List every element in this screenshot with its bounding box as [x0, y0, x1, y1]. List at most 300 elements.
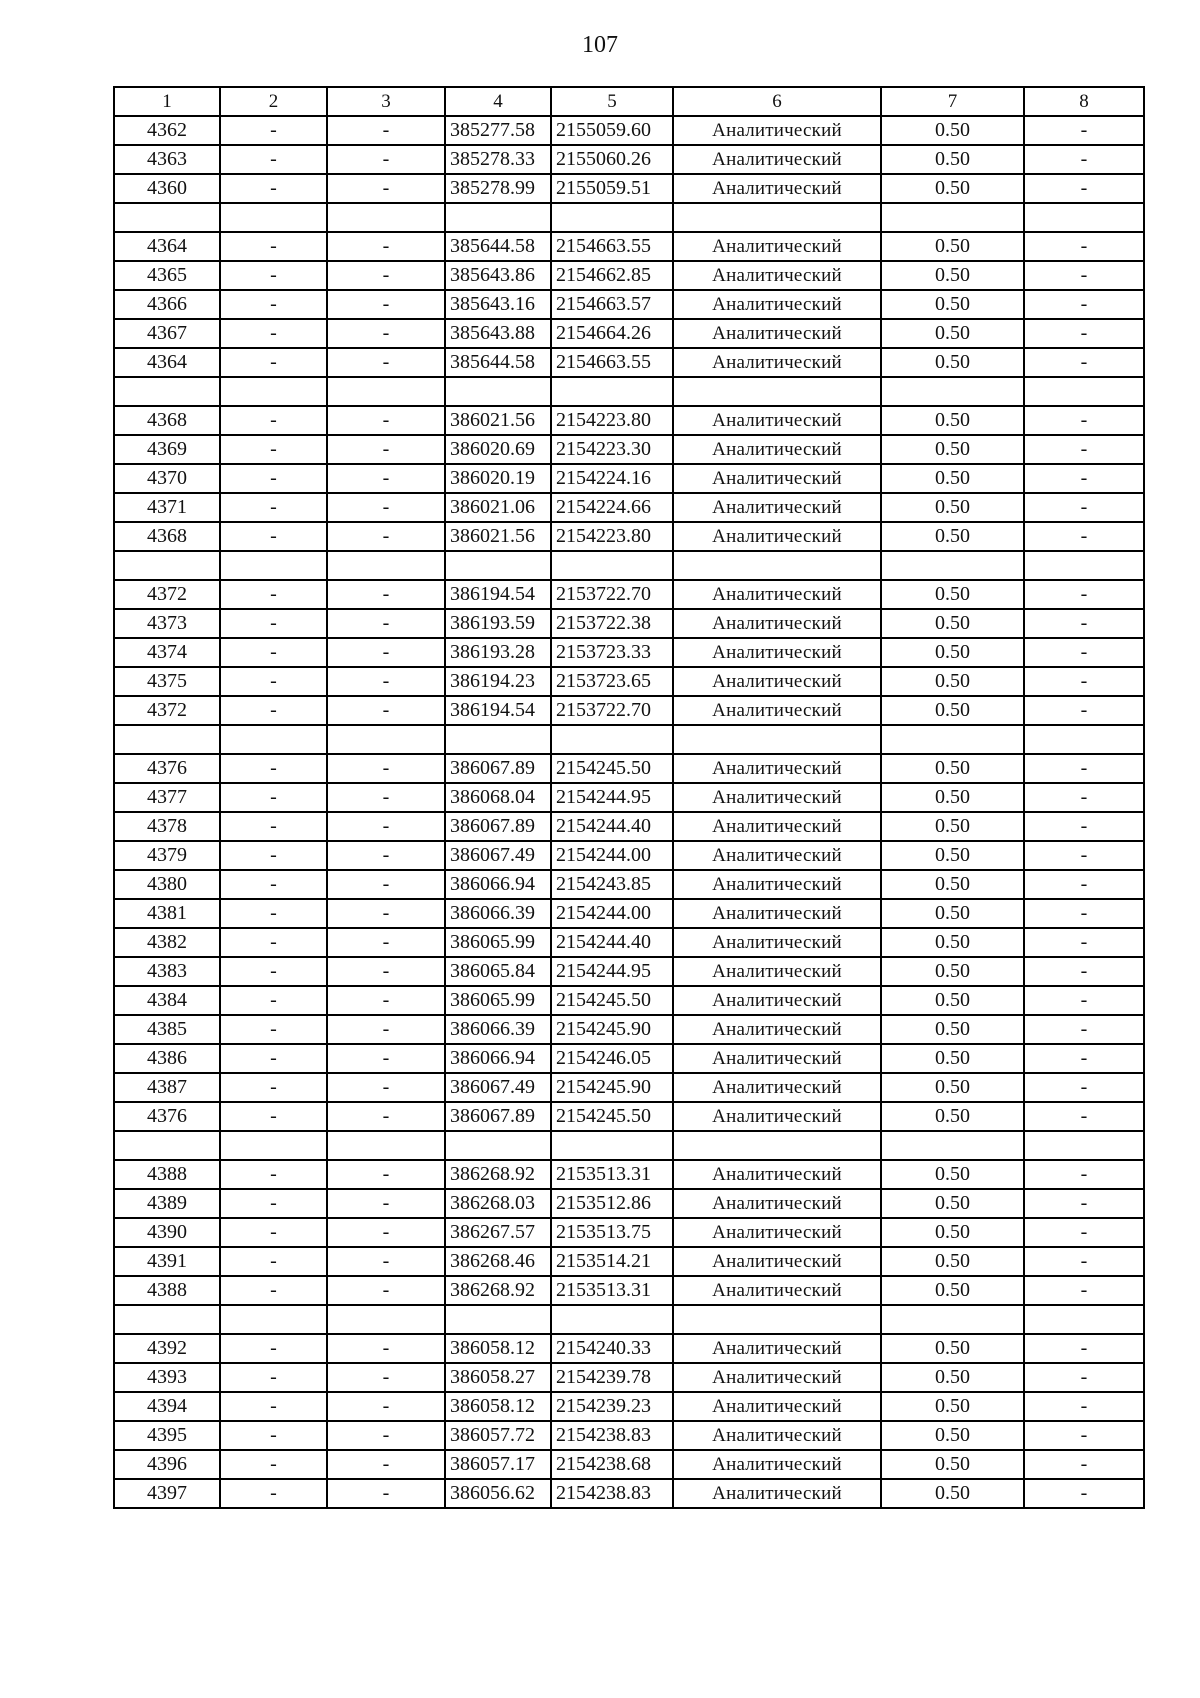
col-3-value: - — [327, 580, 445, 609]
col-8-value: - — [1024, 1363, 1144, 1392]
coord-y: 2154245.50 — [551, 754, 673, 783]
point-number: 4364 — [114, 232, 220, 261]
col-8-value: - — [1024, 116, 1144, 145]
method: Аналитический — [673, 1102, 881, 1131]
table-row — [114, 812, 1144, 841]
coordinates-table — [113, 86, 1145, 1509]
accuracy: 0.50 — [881, 986, 1024, 1015]
coord-y: 2154224.16 — [551, 464, 673, 493]
coord-x: 385644.58 — [445, 348, 551, 377]
table-row — [114, 696, 1144, 725]
point-number — [114, 551, 220, 580]
coord-x: 386020.69 — [445, 435, 551, 464]
accuracy: 0.50 — [881, 1073, 1024, 1102]
table-row — [114, 174, 1144, 203]
col-8-value: - — [1024, 261, 1144, 290]
col-8-value: - — [1024, 435, 1144, 464]
col-3-value: - — [327, 348, 445, 377]
coord-x: 386066.94 — [445, 1044, 551, 1073]
coord-y — [551, 1305, 673, 1334]
table-row — [114, 609, 1144, 638]
coord-x: 386067.89 — [445, 754, 551, 783]
accuracy — [881, 377, 1024, 406]
table-row — [114, 464, 1144, 493]
col-3-value: - — [327, 1189, 445, 1218]
coord-x: 386067.49 — [445, 841, 551, 870]
coord-y: 2154223.80 — [551, 522, 673, 551]
col-3-value: - — [327, 870, 445, 899]
point-number: 4392 — [114, 1334, 220, 1363]
method: Аналитический — [673, 232, 881, 261]
point-number: 4388 — [114, 1160, 220, 1189]
col-8-value: - — [1024, 348, 1144, 377]
point-number: 4385 — [114, 1015, 220, 1044]
col-2-value: - — [220, 145, 327, 174]
method: Аналитический — [673, 667, 881, 696]
accuracy: 0.50 — [881, 1450, 1024, 1479]
col-2-value: - — [220, 1015, 327, 1044]
col-2-value: - — [220, 319, 327, 348]
accuracy: 0.50 — [881, 609, 1024, 638]
method: Аналитический — [673, 609, 881, 638]
point-number: 4362 — [114, 116, 220, 145]
accuracy: 0.50 — [881, 638, 1024, 667]
table-row — [114, 899, 1144, 928]
coord-x: 385643.16 — [445, 290, 551, 319]
col-2-value: - — [220, 1247, 327, 1276]
table-separator-row — [114, 725, 1144, 754]
accuracy: 0.50 — [881, 696, 1024, 725]
coord-x: 386267.57 — [445, 1218, 551, 1247]
accuracy: 0.50 — [881, 1189, 1024, 1218]
coord-y: 2155060.26 — [551, 145, 673, 174]
col-3-value: - — [327, 928, 445, 957]
table-row — [114, 986, 1144, 1015]
accuracy: 0.50 — [881, 1247, 1024, 1276]
col-2-value: - — [220, 1363, 327, 1392]
coord-y: 2154238.68 — [551, 1450, 673, 1479]
col-2-value: - — [220, 493, 327, 522]
coord-x: 385277.58 — [445, 116, 551, 145]
col-8-value — [1024, 551, 1144, 580]
method: Аналитический — [673, 1334, 881, 1363]
accuracy: 0.50 — [881, 812, 1024, 841]
coord-x: 386065.84 — [445, 957, 551, 986]
accuracy: 0.50 — [881, 435, 1024, 464]
point-number: 4363 — [114, 145, 220, 174]
col-3-value: - — [327, 522, 445, 551]
method: Аналитический — [673, 580, 881, 609]
table-row — [114, 493, 1144, 522]
col-3-value: - — [327, 754, 445, 783]
point-number: 4381 — [114, 899, 220, 928]
col-3-value: - — [327, 609, 445, 638]
method: Аналитический — [673, 435, 881, 464]
coord-x: 386193.28 — [445, 638, 551, 667]
col-2-value — [220, 725, 327, 754]
col-2-value: - — [220, 870, 327, 899]
method: Аналитический — [673, 522, 881, 551]
col-8-value: - — [1024, 812, 1144, 841]
method — [673, 725, 881, 754]
col-8-value: - — [1024, 145, 1144, 174]
col-8-value — [1024, 1131, 1144, 1160]
column-header: 4 — [445, 87, 551, 116]
point-number: 4376 — [114, 754, 220, 783]
table-row — [114, 1479, 1144, 1508]
table-row — [114, 1015, 1144, 1044]
point-number: 4368 — [114, 406, 220, 435]
coord-x: 386021.56 — [445, 406, 551, 435]
table-row — [114, 435, 1144, 464]
coord-y: 2153722.70 — [551, 580, 673, 609]
col-2-value: - — [220, 1102, 327, 1131]
coord-x: 386065.99 — [445, 986, 551, 1015]
table-separator-row — [114, 551, 1144, 580]
column-header: 7 — [881, 87, 1024, 116]
point-number — [114, 1305, 220, 1334]
method: Аналитический — [673, 261, 881, 290]
table-row — [114, 116, 1144, 145]
accuracy: 0.50 — [881, 145, 1024, 174]
col-3-value: - — [327, 899, 445, 928]
point-number: 4383 — [114, 957, 220, 986]
table-row — [114, 1102, 1144, 1131]
coord-y — [551, 1131, 673, 1160]
col-8-value: - — [1024, 1073, 1144, 1102]
point-number: 4373 — [114, 609, 220, 638]
col-3-value — [327, 551, 445, 580]
col-2-value: - — [220, 1450, 327, 1479]
method: Аналитический — [673, 841, 881, 870]
col-2-value: - — [220, 667, 327, 696]
coord-x: 386194.54 — [445, 696, 551, 725]
col-2-value: - — [220, 464, 327, 493]
coord-y: 2154245.90 — [551, 1073, 673, 1102]
col-8-value: - — [1024, 493, 1144, 522]
accuracy: 0.50 — [881, 232, 1024, 261]
col-2-value: - — [220, 986, 327, 1015]
col-2-value: - — [220, 1189, 327, 1218]
col-3-value: - — [327, 812, 445, 841]
accuracy: 0.50 — [881, 1015, 1024, 1044]
table-row — [114, 290, 1144, 319]
col-3-value: - — [327, 1276, 445, 1305]
col-2-value: - — [220, 1044, 327, 1073]
col-2-value: - — [220, 116, 327, 145]
col-8-value — [1024, 203, 1144, 232]
col-3-value: - — [327, 406, 445, 435]
col-3-value: - — [327, 841, 445, 870]
method: Аналитический — [673, 319, 881, 348]
coord-x — [445, 551, 551, 580]
coord-x: 386268.92 — [445, 1160, 551, 1189]
point-number: 4378 — [114, 812, 220, 841]
coord-x: 385278.33 — [445, 145, 551, 174]
coord-x: 386268.46 — [445, 1247, 551, 1276]
coord-y: 2153722.38 — [551, 609, 673, 638]
coord-y: 2153723.33 — [551, 638, 673, 667]
method — [673, 203, 881, 232]
col-3-value: - — [327, 174, 445, 203]
table-row — [114, 841, 1144, 870]
coord-y: 2154223.30 — [551, 435, 673, 464]
col-2-value: - — [220, 609, 327, 638]
method: Аналитический — [673, 783, 881, 812]
col-3-value: - — [327, 1334, 445, 1363]
method: Аналитический — [673, 1189, 881, 1218]
col-2-value: - — [220, 899, 327, 928]
point-number — [114, 203, 220, 232]
col-2-value: - — [220, 812, 327, 841]
accuracy: 0.50 — [881, 1421, 1024, 1450]
coord-y: 2154244.95 — [551, 957, 673, 986]
coord-x: 386066.94 — [445, 870, 551, 899]
col-2-value: - — [220, 290, 327, 319]
coord-y: 2155059.51 — [551, 174, 673, 203]
col-8-value: - — [1024, 1334, 1144, 1363]
col-3-value: - — [327, 261, 445, 290]
coord-y: 2155059.60 — [551, 116, 673, 145]
coord-x: 385643.86 — [445, 261, 551, 290]
accuracy — [881, 725, 1024, 754]
col-3-value — [327, 203, 445, 232]
method: Аналитический — [673, 928, 881, 957]
coord-y: 2154663.55 — [551, 348, 673, 377]
coord-y: 2154244.00 — [551, 899, 673, 928]
col-8-value: - — [1024, 1160, 1144, 1189]
method: Аналитический — [673, 116, 881, 145]
point-number — [114, 377, 220, 406]
col-2-value: - — [220, 1421, 327, 1450]
table-row — [114, 232, 1144, 261]
method: Аналитический — [673, 696, 881, 725]
col-2-value: - — [220, 1334, 327, 1363]
col-2-value: - — [220, 754, 327, 783]
col-3-value: - — [327, 1102, 445, 1131]
coord-y: 2154663.55 — [551, 232, 673, 261]
method: Аналитический — [673, 493, 881, 522]
coord-x: 386066.39 — [445, 899, 551, 928]
col-3-value: - — [327, 493, 445, 522]
method — [673, 551, 881, 580]
method: Аналитический — [673, 1247, 881, 1276]
coord-x: 386021.06 — [445, 493, 551, 522]
col-3-value: - — [327, 1363, 445, 1392]
coord-y: 2153513.75 — [551, 1218, 673, 1247]
accuracy: 0.50 — [881, 290, 1024, 319]
coord-x: 386268.03 — [445, 1189, 551, 1218]
method: Аналитический — [673, 1218, 881, 1247]
coord-x: 386058.27 — [445, 1363, 551, 1392]
point-number: 4397 — [114, 1479, 220, 1508]
col-3-value: - — [327, 783, 445, 812]
col-8-value: - — [1024, 1392, 1144, 1421]
coord-y: 2154244.40 — [551, 928, 673, 957]
point-number: 4390 — [114, 1218, 220, 1247]
coord-x: 386194.23 — [445, 667, 551, 696]
method: Аналитический — [673, 1073, 881, 1102]
accuracy: 0.50 — [881, 116, 1024, 145]
coord-y: 2154663.57 — [551, 290, 673, 319]
table-row — [114, 1392, 1144, 1421]
point-number: 4375 — [114, 667, 220, 696]
table-row — [114, 1450, 1144, 1479]
table-row — [114, 145, 1144, 174]
accuracy: 0.50 — [881, 348, 1024, 377]
accuracy: 0.50 — [881, 928, 1024, 957]
col-3-value: - — [327, 957, 445, 986]
table-row — [114, 1421, 1144, 1450]
method: Аналитический — [673, 290, 881, 319]
coord-y: 2153512.86 — [551, 1189, 673, 1218]
accuracy: 0.50 — [881, 1218, 1024, 1247]
point-number: 4365 — [114, 261, 220, 290]
col-2-value: - — [220, 174, 327, 203]
col-8-value: - — [1024, 1102, 1144, 1131]
table-row — [114, 783, 1144, 812]
col-8-value: - — [1024, 1421, 1144, 1450]
col-8-value: - — [1024, 1189, 1144, 1218]
col-2-value: - — [220, 957, 327, 986]
col-8-value: - — [1024, 696, 1144, 725]
col-8-value — [1024, 1305, 1144, 1334]
col-2-value: - — [220, 1160, 327, 1189]
col-8-value: - — [1024, 986, 1144, 1015]
coord-x: 385643.88 — [445, 319, 551, 348]
coord-x: 386066.39 — [445, 1015, 551, 1044]
coord-x — [445, 1131, 551, 1160]
method: Аналитический — [673, 1363, 881, 1392]
point-number: 4372 — [114, 696, 220, 725]
accuracy — [881, 203, 1024, 232]
point-number: 4396 — [114, 1450, 220, 1479]
coord-y: 2154224.66 — [551, 493, 673, 522]
method: Аналитический — [673, 1276, 881, 1305]
table-row — [114, 870, 1144, 899]
accuracy: 0.50 — [881, 899, 1024, 928]
table-row — [114, 1276, 1144, 1305]
col-8-value: - — [1024, 464, 1144, 493]
table-row — [114, 580, 1144, 609]
coord-x: 386193.59 — [445, 609, 551, 638]
col-2-value: - — [220, 1276, 327, 1305]
point-number: 4368 — [114, 522, 220, 551]
accuracy: 0.50 — [881, 783, 1024, 812]
point-number: 4360 — [114, 174, 220, 203]
coord-x: 386021.56 — [445, 522, 551, 551]
col-2-value: - — [220, 406, 327, 435]
col-3-value: - — [327, 986, 445, 1015]
col-8-value: - — [1024, 928, 1144, 957]
accuracy: 0.50 — [881, 1044, 1024, 1073]
table-header-row — [114, 87, 1144, 116]
col-8-value — [1024, 377, 1144, 406]
coord-y: 2154244.40 — [551, 812, 673, 841]
coord-x: 386194.54 — [445, 580, 551, 609]
col-8-value: - — [1024, 957, 1144, 986]
accuracy: 0.50 — [881, 261, 1024, 290]
col-2-value: - — [220, 783, 327, 812]
accuracy: 0.50 — [881, 1276, 1024, 1305]
accuracy: 0.50 — [881, 1392, 1024, 1421]
col-2-value: - — [220, 232, 327, 261]
method: Аналитический — [673, 812, 881, 841]
coord-y: 2153513.31 — [551, 1160, 673, 1189]
coord-x: 385644.58 — [445, 232, 551, 261]
col-3-value: - — [327, 1073, 445, 1102]
col-3-value: - — [327, 1160, 445, 1189]
accuracy — [881, 551, 1024, 580]
point-number: 4395 — [114, 1421, 220, 1450]
col-2-value: - — [220, 1218, 327, 1247]
coord-x — [445, 203, 551, 232]
point-number: 4387 — [114, 1073, 220, 1102]
page-number: 107 — [582, 32, 618, 58]
col-8-value: - — [1024, 609, 1144, 638]
method: Аналитический — [673, 1450, 881, 1479]
method: Аналитический — [673, 1392, 881, 1421]
point-number: 4379 — [114, 841, 220, 870]
accuracy: 0.50 — [881, 667, 1024, 696]
coord-x — [445, 377, 551, 406]
coord-y: 2154239.78 — [551, 1363, 673, 1392]
col-8-value: - — [1024, 174, 1144, 203]
coord-y — [551, 377, 673, 406]
coord-y: 2154239.23 — [551, 1392, 673, 1421]
accuracy: 0.50 — [881, 957, 1024, 986]
col-3-value: - — [327, 667, 445, 696]
col-3-value — [327, 377, 445, 406]
col-2-value: - — [220, 435, 327, 464]
col-3-value: - — [327, 1479, 445, 1508]
col-8-value: - — [1024, 406, 1144, 435]
col-8-value: - — [1024, 290, 1144, 319]
table-row — [114, 348, 1144, 377]
method: Аналитический — [673, 754, 881, 783]
table-row — [114, 754, 1144, 783]
coord-x: 386065.99 — [445, 928, 551, 957]
coord-y: 2154243.85 — [551, 870, 673, 899]
col-2-value: - — [220, 1392, 327, 1421]
coord-y: 2154245.90 — [551, 1015, 673, 1044]
table-row — [114, 667, 1144, 696]
point-number: 4371 — [114, 493, 220, 522]
coord-x: 386068.04 — [445, 783, 551, 812]
coord-x: 386058.12 — [445, 1334, 551, 1363]
point-number: 4382 — [114, 928, 220, 957]
point-number: 4369 — [114, 435, 220, 464]
col-2-value: - — [220, 348, 327, 377]
method — [673, 1305, 881, 1334]
column-header: 3 — [327, 87, 445, 116]
col-8-value: - — [1024, 1276, 1144, 1305]
coord-x: 386067.89 — [445, 812, 551, 841]
accuracy: 0.50 — [881, 493, 1024, 522]
accuracy — [881, 1305, 1024, 1334]
col-8-value: - — [1024, 319, 1144, 348]
method — [673, 377, 881, 406]
col-3-value: - — [327, 435, 445, 464]
method: Аналитический — [673, 348, 881, 377]
column-header: 6 — [673, 87, 881, 116]
col-3-value: - — [327, 116, 445, 145]
col-3-value: - — [327, 145, 445, 174]
col-8-value: - — [1024, 841, 1144, 870]
point-number — [114, 1131, 220, 1160]
table-row — [114, 1160, 1144, 1189]
point-number: 4366 — [114, 290, 220, 319]
